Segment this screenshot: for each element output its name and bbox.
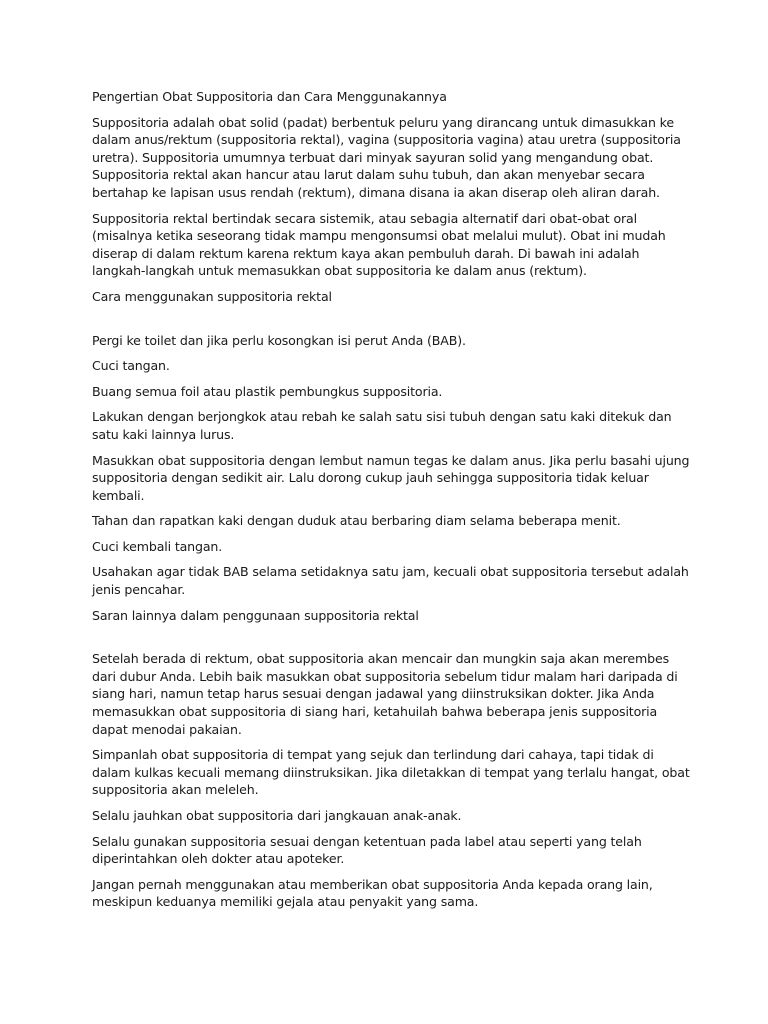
- step-paragraph: Masukkan obat suppositoria dengan lembut namun tegas ke dalam anus. Jika perlu basahi ujung suppositoria dengan sedikit air. Lalu dorong cukup jauh sehingga suppositoria tidak keluar kembali.: [92, 452, 690, 503]
- step-paragraph: Cuci kembali tangan.: [92, 538, 223, 554]
- step-paragraph: Buang semua foil atau plastik pembungkus suppositoria.: [92, 383, 443, 399]
- section-heading: Saran lainnya dalam penggunaan suppositoria rektal: [92, 607, 419, 623]
- intro-paragraph: Suppositoria adalah obat solid (padat) berbentuk peluru yang dirancang untuk dimasukkan ke dalam anus/rektum (suppositoria rektal), vagina (suppositoria vagina) atau uretra (suppositoria uretra). Suppositoria umumnya terbuat dari minyak sayuran solid yang mengandung obat. Suppositoria rektal akan hancur atau larut dalam suhu tubuh, dan akan menyebar secara bertahap ke lapisan usus rendah (rektum), dimana disana ia akan diserap oleh aliran darah.: [92, 114, 681, 200]
- step-paragraph: Usahakan agar tidak BAB selama setidaknya satu jam, kecuali obat suppositoria tersebut adalah jenis pencahar.: [92, 564, 689, 598]
- intro-paragraph: Suppositoria rektal bertindak secara sistemik, atau sebagia alternatif dari obat-obat oral (misalnya ketika seseorang tidak mampu mengonsumsi obat melalui mulut). Obat ini mudah diserap di dalam rektum karena rektum kaya akan pembuluh darah. Di bawah ini adalah langkah-langkah untuk memasukkan obat suppositoria ke dalam anus (rektum).: [92, 210, 666, 279]
- tip-paragraph: Selalu gunakan suppositoria sesuai dengan ketentuan pada label atau seperti yang telah diperintahkan oleh dokter atau apoteker.: [92, 833, 642, 867]
- document-title: Pengertian Obat Suppositoria dan Cara Menggunakannya: [92, 89, 447, 104]
- tip-paragraph: Selalu jauhkan obat suppositoria dari jangkauan anak-anak.: [92, 808, 462, 823]
- step-paragraph: Lakukan dengan berjongkok atau rebah ke salah satu sisi tubuh dengan satu kaki ditekuk dan satu kaki lainnya lurus.: [92, 409, 672, 442]
- step-paragraph: Pergi ke toilet dan jika perlu kosongkan isi perut Anda (BAB).: [92, 332, 466, 348]
- tip-paragraph: Jangan pernah menggunakan atau memberikan obat suppositoria Anda kepada orang lain, meskipun keduanya memiliki gejala atau penyakit yang sama.: [92, 876, 653, 910]
- tip-paragraph: Setelah berada di rektum, obat suppositoria akan mencair dan mungkin saja akan merembes dari dubur Anda. Lebih baik masukkan obat suppositoria sebelum tidur malam hari daripada di siang hari, namun tetap harus sesuai dengan jadawal yang diinstruksikan dokter. Jika Anda memasukkan obat suppositoria di siang hari, ketahuilah bahwa beberapa jenis suppositoria dapat menodai pakaian.: [92, 651, 678, 737]
- step-paragraph: Tahan dan rapatkan kaki dengan duduk atau berbaring diam selama beberapa menit.: [92, 513, 621, 529]
- section-heading: Cara menggunakan suppositoria rektal: [92, 288, 332, 304]
- document-page: [92, 88, 692, 919]
- spacer: [92, 632, 692, 650]
- spacer: [92, 314, 692, 332]
- tip-paragraph: Simpanlah obat suppositoria di tempat yang sejuk dan terlindung dari cahaya, tapi tidak di dalam kulkas kecuali memang diinstruksikan. Jika diletakkan di tempat yang terlalu hangat, obat suppositoria akan meleleh.: [92, 747, 690, 798]
- step-paragraph: Cuci tangan.: [92, 358, 170, 374]
